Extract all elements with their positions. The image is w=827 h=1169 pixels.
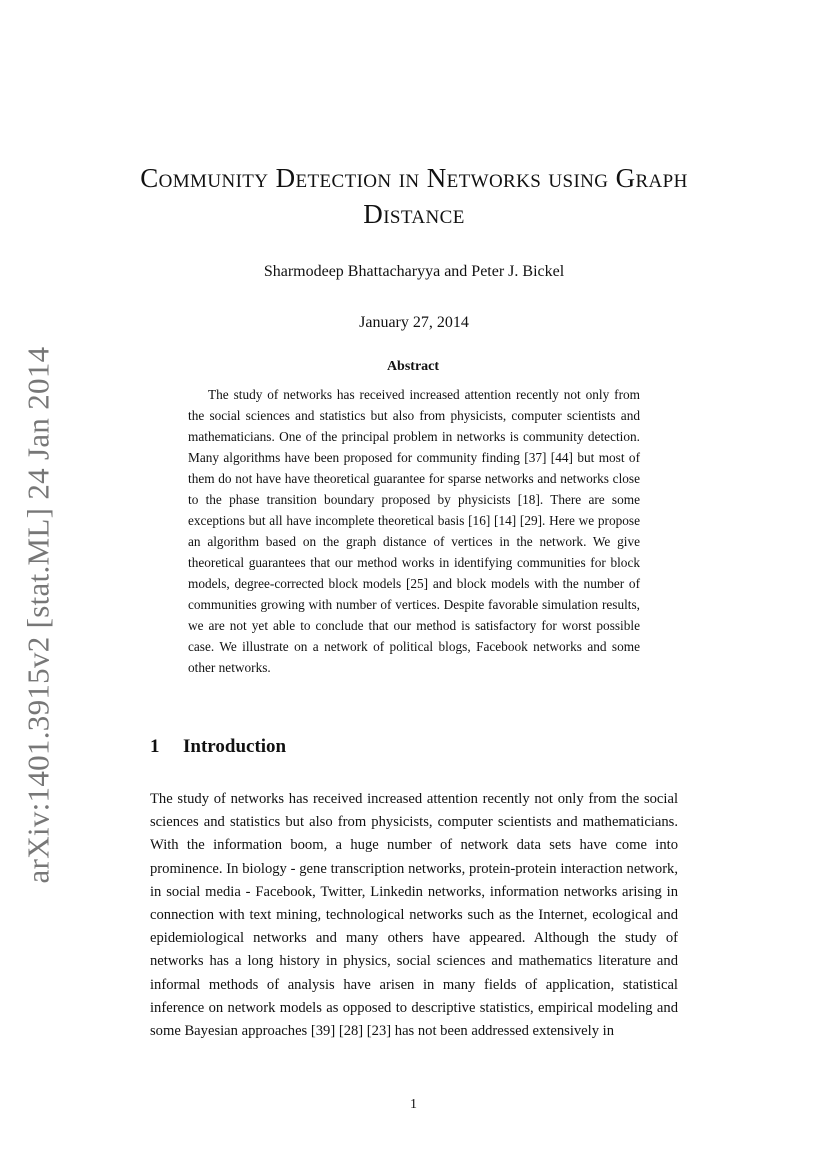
arxiv-identifier-text: arXiv:1401.3915v2 [stat.ML] 24 Jan 2014 bbox=[20, 346, 56, 884]
abstract-heading: Abstract bbox=[386, 359, 440, 374]
paper-title: Community Detection in Networks using Graph Distance bbox=[140, 163, 688, 229]
abstract-text: The study of networks has received increased attention recently not only from the social sciences and statistics but also from physicists, computer scientists and mathematicians. One of the principal problem in networks is community detection. Many algorithms have been proposed for community finding [37] [44] but most of them do not have have theoretical guarantee for sparse networks and networks close to the phase transition boundary proposed by physicists [18]. There are some exceptions but all have incomplete theoretical basis [16] [14] [29]. Here we propose an algorithm based on the graph distance of vertices in the network. We give theoretical guarantees that our method works in identifying communities for block models, degree-corrected block models [25] and block models with the number of communities growing with number of vertices. Despite favorable simulation results, we are not yet able to conclude that our method is satisfactory for worst possible case. We illustrate on a network of political blogs, Facebook networks and some other networks. bbox=[188, 387, 640, 675]
paper-authors: Sharmodeep Bhattacharyya and Peter J. Bickel bbox=[263, 263, 565, 280]
section-number: 1 bbox=[150, 736, 160, 757]
section-heading-introduction bbox=[150, 735, 286, 759]
section-title: Introduction bbox=[183, 736, 287, 757]
arxiv-margin-identifier bbox=[18, 346, 58, 884]
paper-date: January 27, 2014 bbox=[359, 314, 469, 331]
page-number: 1 bbox=[410, 1097, 417, 1112]
introduction-paragraph: The study of networks has received increased attention recently not only from the social sciences and statistics but also from physicists, computer scientists and mathematicians. With the information boom, a huge number of network data sets have come into prominence. In biology - gene transcription networks, protein-protein interaction network, in social media - Facebook, Twitter, Linkedin networks, information networks arising in connection with text mining, technological networks such as the Internet, ecological and epidemiological networks and many others have appeared. Although the study of networks has a long history in physics, social sciences and mathematics literature and informal methods of analysis have arisen in many fields of application, statistical inference on network models as opposed to descriptive statistics, empirical modeling and some Bayesian approaches [39] [28] [23] has not been addressed extensively in bbox=[150, 791, 678, 1040]
